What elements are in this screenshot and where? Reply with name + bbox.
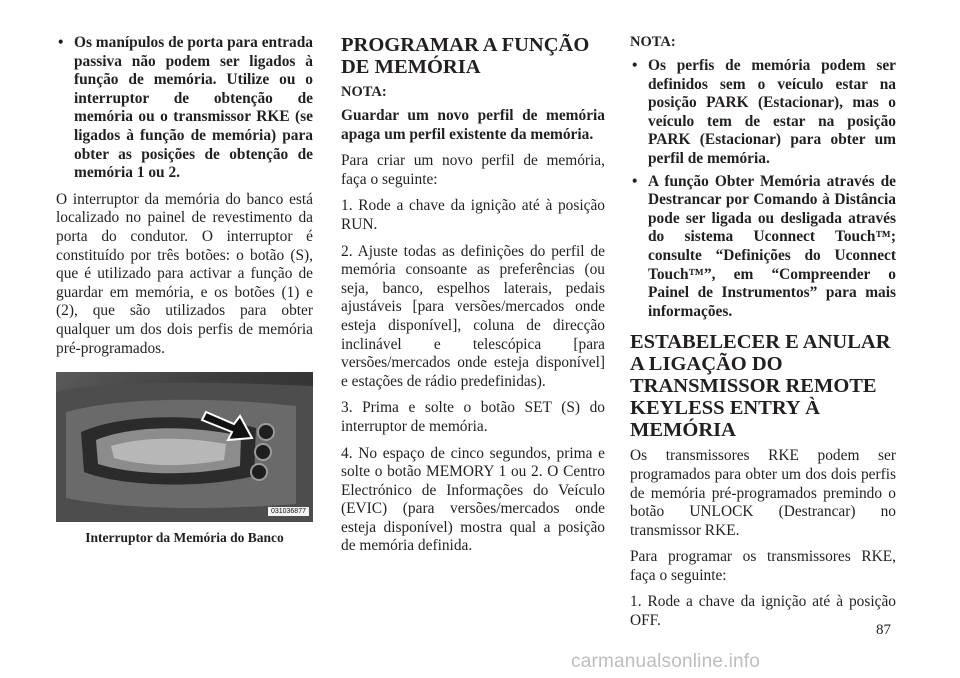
note-bullet-list (630, 57, 896, 321)
middle-column (341, 34, 605, 564)
door-handle-illustration (56, 372, 313, 522)
bullet-list (56, 34, 313, 183)
note-label: NOTA: (630, 34, 676, 50)
figure-caption: Interruptor da Memória do Banco (85, 530, 284, 546)
body-paragraph: O interruptor da memória do banco está localizado no painel de revestimento da porta do condutor. O interruptor é constituído por três botões: o botão (S), que é utilizado para activar a função de guardar em memória, e os botões (1) e (2), que são utilizados para obter qualquer um dos dois perfis de memória pré-programados. (56, 190, 313, 357)
left-column (56, 34, 313, 546)
step-item: 4. No espaço de cinco segundos, prima e solte o botão MEMORY 1 ou 2. O Centro Electrónico de Informações do Veículo (EVIC) (para versões/mercados onde esteja disponível) mostra qual a posição de memória definida. (341, 444, 605, 555)
door-memory-switch-image (56, 372, 313, 522)
step-item: 1. Rode a chave da ignição até à posição OFF. (630, 593, 896, 630)
note-text: Guardar um novo perfil de memória apaga um perfil existente da memória. (341, 107, 605, 143)
note-label: NOTA: (341, 84, 387, 100)
right-column (630, 34, 896, 639)
watermark: carmanualsonline.info (571, 651, 761, 672)
section-heading: ESTABELECER E ANULAR A LIGAÇÃO DO TRANSMISSOR REMOTE KEYLESS ENTRY À MEMÓRIA (630, 331, 891, 442)
figure-code: 031036877 (268, 507, 309, 516)
step-item: 2. Ajuste todas as definições do perfil de memória consoante as preferências (ou seja, banco, espelhos laterais, pedais ajustáveis [para versões/mercados onde esteja disponível], coluna de direcção inclinável e telescópica [para versões/mercados onde esteja disponível] e estações de rádio predefinidas). (341, 242, 605, 390)
list-item: • Os perfis de memória podem ser definidos sem o veículo estar na posição PARK (Estacionar), mas o veículo tem de estar na posição PARK (Estacionar) para obter um perfil de memória. (630, 57, 896, 169)
step-item: 3. Prima e solte o botão SET (S) do interruptor de memória. (341, 399, 605, 435)
list-item: • A função Obter Memória através de Destrancar por Comando à Distância pode ser ligada ou desligada através do sistema Uconnect Touch™; consulte “Definições do Uconnect Touch™”, em “Compreender o Painel de Instrumentos” para mais informações. (630, 173, 896, 322)
step-item: 1. Rode a chave da ignição até à posição RUN. (341, 197, 605, 233)
body-paragraph: Para programar os transmissores RKE, faça o seguinte: (630, 548, 896, 584)
intro-paragraph: Para criar um novo perfil de memória, faça o seguinte: (341, 152, 605, 188)
page-number: 87 (876, 622, 891, 638)
section-heading: PROGRAMAR A FUNÇÃO DE MEMÓRIA (341, 34, 590, 78)
list-item: • Os manípulos de porta para entrada passiva não podem ser ligados à função de memória. Utilize ou o interruptor de obtenção de memória ou o transmissor RKE (se ligados à função de memória) para obter as posições de obtenção de memória 1 ou 2. (56, 34, 313, 183)
body-paragraph: Os transmissores RKE podem ser programados para obter um dos dois perfis de memória pré-programados premindo o botão UNLOCK (Destrancar) no transmissor RKE. (630, 447, 896, 539)
